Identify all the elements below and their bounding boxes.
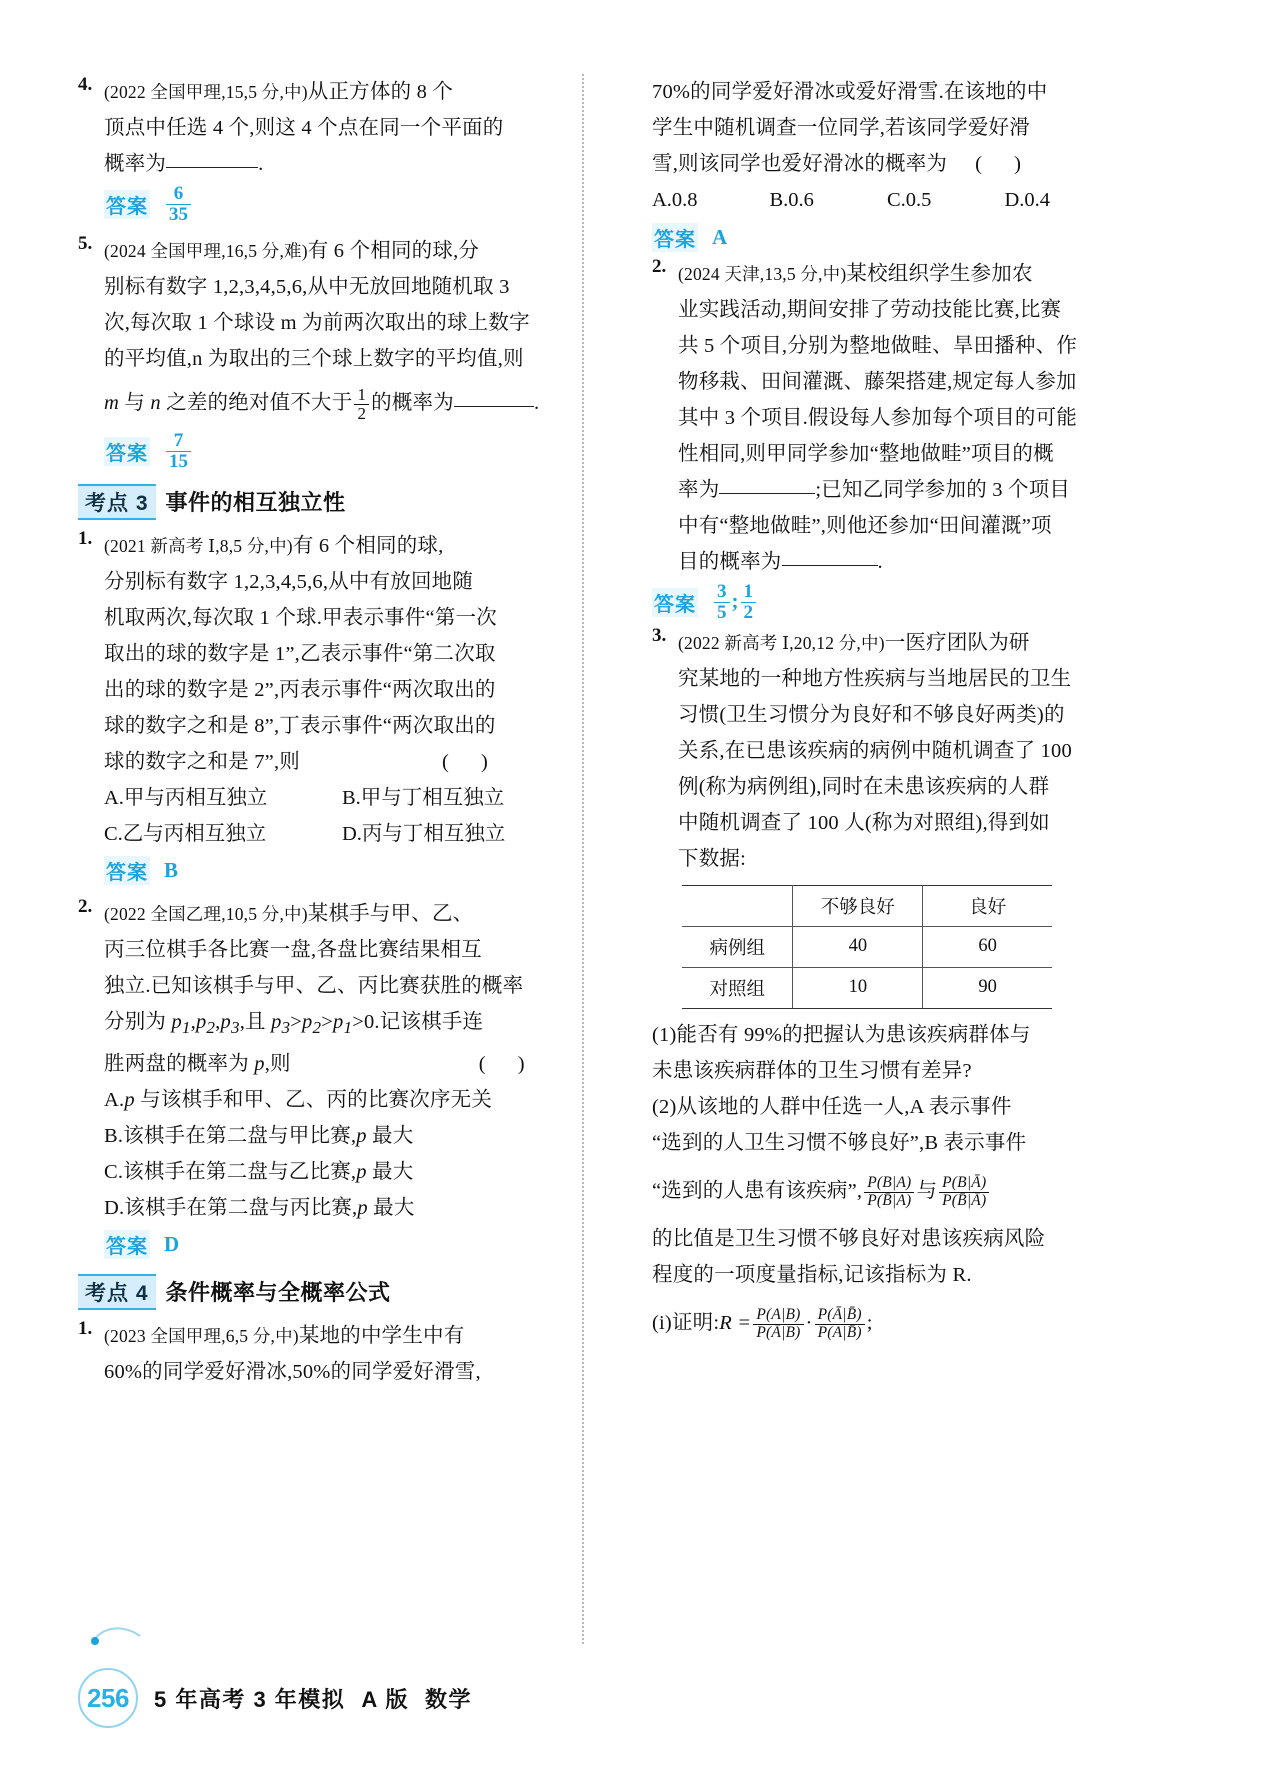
- problem-right-3: [652, 625, 1122, 877]
- sub-question-1: [652, 1017, 1122, 1089]
- problem-text: [678, 625, 1122, 661]
- problem-line-with-choice-paren: 雪,则该同学也爱好滑冰的概率为 ( ): [652, 153, 1022, 175]
- problem-line: 70%的同学爱好滑冰或爱好滑雪.在该地的中: [652, 81, 1048, 103]
- problem-line: 出的球的数字是 2”,丙表示事件“两次取出的: [104, 678, 496, 701]
- option-b[interactable]: B.甲与丁相互独立: [342, 786, 505, 809]
- proof-label: (i)证明:: [652, 1311, 720, 1334]
- page-footer: [78, 1668, 472, 1728]
- option-a[interactable]: A.p 与该棋手和甲、乙、丙的比赛次序无关: [104, 1088, 493, 1111]
- answer-blank: [782, 565, 878, 566]
- problem-line: 关系,在已患该疾病的病例中随机调查了 100: [678, 739, 1072, 762]
- proof-lhs: R =: [719, 1311, 752, 1334]
- problem-line: 有 6 个相同的球,: [292, 534, 444, 557]
- section-title: 事件的相互独立性: [165, 489, 346, 515]
- answer-value: B: [164, 858, 179, 883]
- problem-line: 次,每次取 1 个球设 m 为前两次取出的球上数字: [104, 311, 530, 334]
- fraction-one-half: [354, 386, 369, 423]
- option-b[interactable]: B.该棋手在第二盘与甲比赛,p 最大: [104, 1124, 414, 1147]
- variable-p2: $p_2$: [195, 1010, 216, 1037]
- fraction-denominator: P(B̄|Ā): [939, 1192, 989, 1209]
- sub-question-line: [652, 1017, 1122, 1053]
- options-row: [104, 816, 548, 852]
- problem-line: 一医疗团队为研: [884, 631, 1030, 654]
- footer-edition: A 版: [361, 1686, 409, 1712]
- inequality-p2: $p_2$: [302, 1010, 322, 1037]
- problem-line: 别标有数字 1,2,3,4,5,6,从中无放回地随机取 3: [104, 275, 510, 298]
- sub-question-line: [652, 1089, 1122, 1125]
- problem-line-with-blank: 概率为 .: [104, 153, 264, 175]
- problem-line: 例(称为病例组),同时在未患该疾病的人群: [678, 775, 1050, 798]
- options-row: [104, 780, 548, 816]
- answer-label: 答案: [652, 223, 698, 252]
- problem-line: 分别标有数字 1,2,3,4,5,6,从中有放回地随: [104, 570, 474, 593]
- problem-line: 球的数字之和是 8”,丁表示事件“两次取出的: [104, 714, 496, 737]
- problem-source: (2023 全国甲理,6,5 分,中): [104, 1325, 299, 1346]
- problem-source: (2024 天津,13,5 分,中): [678, 264, 847, 284]
- problem-number: 2.: [78, 895, 93, 917]
- answer-label: 答案: [104, 1230, 150, 1259]
- section-title: 条件概率与全概率公式: [165, 1279, 391, 1305]
- option-a[interactable]: A.0.8: [652, 189, 698, 211]
- answer-row: [104, 1228, 548, 1262]
- answer-value: [712, 582, 758, 623]
- problem-line: 物移栽、田间灌溉、藤架搭建,规定每人参加: [678, 371, 1077, 393]
- right-column: [592, 74, 1122, 1644]
- ratio-connector: 与: [916, 1179, 938, 1202]
- answer-blank: [454, 406, 534, 407]
- sub-question-label: (1): [652, 1023, 677, 1046]
- section-header-kaodian-4: [78, 1274, 548, 1310]
- problem-line: 中随机调查了 100 人(称为对照组),得到如: [678, 811, 1050, 834]
- answer-row: [104, 854, 548, 888]
- sub-question-text: “选到的人患有该疾病”,: [652, 1179, 863, 1202]
- problem-text: [104, 74, 548, 110]
- fraction-numerator: 1: [743, 581, 753, 602]
- problem-line: 共 5 个项目,分别为整地做畦、旱田播种、作: [678, 335, 1078, 357]
- data-table: [682, 885, 1052, 1009]
- problem-kd4-1-continued: [652, 74, 1122, 218]
- option-c[interactable]: C.乙与丙相互独立: [104, 822, 267, 845]
- problem-left-4: [78, 74, 548, 182]
- sub-question-line: “选到的人卫生习惯不够良好”,B 表示事件: [652, 1131, 1027, 1154]
- page-number: 256: [78, 1668, 138, 1728]
- table-cell: 60: [923, 926, 1052, 967]
- section-tag: 考点 3: [78, 484, 156, 520]
- answer-separator: ;: [731, 588, 739, 613]
- problem-line: 学生中随机调查一位同学,若该同学爱好滑: [652, 117, 1030, 139]
- sub-question-line: 未患该疾病群体的卫生习惯有差异?: [652, 1059, 972, 1082]
- answer-row: [104, 184, 548, 225]
- problem-line: 中有“整地做畦”,则他还参加“田间灌溉”项: [678, 515, 1052, 537]
- fraction-first: [714, 582, 730, 623]
- fraction-ratio-left: [864, 1175, 914, 1209]
- footer-subject: 数学: [425, 1686, 473, 1712]
- problem-kd3-2: [78, 896, 548, 1226]
- problem-source: (2021 新高考 Ⅰ,8,5 分,中): [104, 535, 293, 556]
- problem-line-with-blank: [678, 472, 1122, 508]
- variable-m: m: [104, 391, 120, 414]
- fraction: [166, 184, 191, 225]
- problem-kd4-1: [78, 1318, 548, 1390]
- fraction-numerator: P(B|A): [867, 1174, 912, 1192]
- problem-line: 业实践活动,期间安排了劳动技能比赛,比赛: [678, 299, 1062, 321]
- proof-tail: ;: [866, 1311, 873, 1334]
- problem-text: [678, 256, 1122, 292]
- table-col-header-2: 良好: [923, 885, 1052, 926]
- option-b[interactable]: B.0.6: [769, 189, 814, 211]
- answer-value: [164, 431, 193, 472]
- answer-label: 答案: [652, 588, 698, 617]
- problem-source: (2022 全国乙理,10,5 分,中): [104, 903, 308, 924]
- section-header-kaodian-3: [78, 484, 548, 520]
- answer-row: [104, 431, 548, 472]
- sub-question-text: 从该地的人群中任选一人,A 表示事件: [676, 1095, 1012, 1118]
- table-row: [682, 926, 1052, 967]
- variable-p3: $p_3$: [220, 1010, 240, 1037]
- footer-book-title: 5 年高考 3 年模拟: [154, 1686, 346, 1712]
- fraction-numerator: P(Ā|B̄): [817, 1306, 862, 1324]
- fraction-numerator: 7: [173, 429, 184, 451]
- problem-right-2: [652, 256, 1122, 580]
- problem-left-5: [78, 233, 548, 429]
- table-row-label: 对照组: [682, 967, 793, 1008]
- multiplication-dot: ·: [805, 1311, 813, 1334]
- answer-label: 答案: [104, 190, 150, 219]
- pen-decoration-icon: [90, 1622, 142, 1648]
- problem-line: 性相同,则甲同学参加“整地做畦”项目的概: [678, 443, 1054, 465]
- option-d[interactable]: D.该棋手在第二盘与丙比赛,p 最大: [104, 1196, 415, 1219]
- table-col-header-1: 不够良好: [793, 885, 923, 926]
- option-c[interactable]: C.该棋手在第二盘与乙比赛,p 最大: [104, 1160, 414, 1183]
- table-cell: 10: [793, 967, 923, 1008]
- problem-line: 60%的同学爱好滑冰,50%的同学爱好滑雪,: [104, 1360, 481, 1383]
- problem-line: 机取两次,每次取 1 个球.甲表示事件“第一次: [104, 606, 497, 629]
- problem-line: 究某地的一种地方性疾病与当地居民的卫生: [678, 667, 1072, 690]
- fraction-denominator: 2: [741, 602, 757, 623]
- section-tag: 考点 4: [78, 1274, 156, 1310]
- problem-line: 其中 3 个项目.假设每人参加每个项目的可能: [678, 407, 1078, 429]
- table-header-row: [682, 885, 1052, 926]
- problem-line-with-fraction: m 与 n 之差的绝对值不大于 $\frac{1}{2}$ 的概率为 .: [104, 384, 540, 423]
- problem-line: 雪,则该同学也爱好滑冰的概率为: [652, 153, 948, 175]
- fraction-denominator: 15: [166, 451, 191, 472]
- problem-text: [104, 896, 548, 932]
- problem-line: 丙三位棋手各比赛一盘,各盘比赛结果相互: [104, 938, 482, 961]
- option-d[interactable]: D.0.4: [1004, 189, 1051, 211]
- option-a[interactable]: A.甲与丙相互独立: [104, 786, 268, 809]
- answer-value: [164, 184, 193, 225]
- fraction-denominator: P(Ā|B): [753, 1324, 803, 1341]
- sub-question-line: 程度的一项度量指标,记该指标为 R.: [652, 1263, 972, 1286]
- problem-mid-text: ;已知乙同学参加的 3 个项目: [815, 479, 1071, 501]
- options-row: [652, 182, 1122, 218]
- problem-line-with-choice-paren: 球的数字之和是 7”,则 ( ): [104, 750, 489, 773]
- problem-line: 的平均值,n 为取出的三个球上数字的平均值,则: [104, 347, 524, 370]
- problem-line: 概率为: [104, 153, 167, 175]
- problem-line: 率为: [678, 479, 720, 501]
- problem-line: 某棋手与甲、乙、: [307, 902, 474, 925]
- problem-text: [104, 1318, 548, 1354]
- fraction-denominator: 35: [166, 204, 191, 225]
- answer-row: [652, 220, 1122, 254]
- proof-line: [652, 1293, 1122, 1353]
- problem-number: 1.: [78, 527, 93, 549]
- sub-question-text: 能否有 99%的把握认为患该疾病群体与: [676, 1023, 1031, 1046]
- problem-text: [104, 233, 548, 269]
- table-row: [682, 967, 1052, 1008]
- fraction-denominator: P(B̄|A): [864, 1192, 914, 1209]
- problem-number: 1.: [78, 1317, 93, 1339]
- problem-source: (2022 新高考 Ⅰ,20,12 分,中): [678, 632, 885, 653]
- variable-p1: $p_1$: [171, 1010, 191, 1037]
- column-divider: [582, 74, 584, 1644]
- fraction-denominator: P(A|B̄): [815, 1324, 865, 1341]
- fraction-denominator: 5: [714, 602, 730, 623]
- table-corner-cell: [682, 885, 793, 926]
- fraction-ratio-right: [939, 1175, 989, 1209]
- answer-blank: [719, 493, 815, 494]
- problem-text: [104, 528, 548, 564]
- problem-line: 顶点中任选 4 个,则这 4 个点在同一个平面的: [104, 117, 504, 139]
- problem-line: 某地的中学生中有: [298, 1324, 465, 1347]
- answer-label: 答案: [104, 437, 150, 466]
- variable-p: p: [254, 1052, 265, 1075]
- fraction-second: [741, 582, 757, 623]
- answer-label: 答案: [104, 856, 150, 885]
- sub-question-line-with-fractions: [652, 1161, 1122, 1221]
- problem-line-with-subscripts: 分别为 $p_1,p_2,p_3$,且 $p_3>p_2>p_1>0$.记该棋手连: [104, 1010, 484, 1037]
- fraction-denominator: 2: [354, 404, 369, 423]
- left-column: [78, 74, 574, 1644]
- inequality-p3: $p_3$: [271, 1010, 291, 1037]
- problem-line: 有 6 个相同的球,分: [307, 239, 480, 262]
- problem-source: (2024 全国甲理,16,5 分,难): [104, 240, 308, 261]
- problem-source: (2022 全国甲理,15,5 分,中): [104, 82, 308, 102]
- table-row-label: 病例组: [682, 926, 793, 967]
- fraction-numerator: P(A|B): [756, 1306, 801, 1324]
- answer-blank: [166, 167, 258, 168]
- table-cell: 90: [923, 967, 1052, 1008]
- two-column-body: [78, 74, 1198, 1644]
- variable-n: n: [150, 391, 161, 414]
- problem-line: 某校组织学生参加农: [846, 263, 1033, 285]
- problem-line: 独立.已知该棋手与甲、乙、丙比赛获胜的概率: [104, 974, 524, 997]
- sub-question-label: (2): [652, 1095, 677, 1118]
- problem-number: 5.: [78, 232, 93, 254]
- problem-line: 下数据:: [678, 847, 746, 870]
- problem-line: 习惯(卫生习惯分为良好和不够良好两类)的: [678, 703, 1065, 726]
- problem-number: 2.: [652, 256, 667, 277]
- problem-number: 4.: [78, 74, 93, 95]
- problem-line-with-blank: 目的概率为 .: [678, 551, 883, 573]
- fraction-proof-2: [815, 1307, 865, 1341]
- sub-question-line: 的比值是卫生习惯不够良好对患该疾病风险: [652, 1227, 1046, 1250]
- fraction-numerator: 1: [357, 384, 367, 404]
- sub-question-2: [652, 1089, 1122, 1293]
- option-c[interactable]: C.0.5: [887, 189, 932, 211]
- fraction: [166, 431, 191, 472]
- problem-line: 球的数字之和是 7”,则: [104, 750, 300, 773]
- problem-line: 目的概率为: [678, 551, 782, 573]
- problem-kd3-1: [78, 528, 548, 852]
- problem-line-with-choice-paren: 胜两盘的概率为 p,则 ( ): [104, 1052, 525, 1075]
- fraction-proof-1: [753, 1307, 803, 1341]
- answer-value: A: [712, 224, 728, 249]
- inequality-p1: $p_1$: [333, 1010, 353, 1037]
- fraction-numerator: P(B|Ā): [942, 1174, 987, 1192]
- option-d[interactable]: D.丙与丁相互独立: [342, 822, 506, 845]
- problem-number: 3.: [652, 624, 667, 646]
- fraction-numerator: 3: [717, 581, 727, 602]
- fraction-numerator: 6: [173, 183, 184, 204]
- problem-line: 取出的球的数字是 1”,乙表示事件“第二次取: [104, 642, 496, 665]
- answer-value: D: [164, 1232, 180, 1257]
- problem-line: 从正方体的 8 个: [307, 81, 454, 103]
- table-cell: 40: [793, 926, 923, 967]
- answer-row: [652, 582, 1122, 623]
